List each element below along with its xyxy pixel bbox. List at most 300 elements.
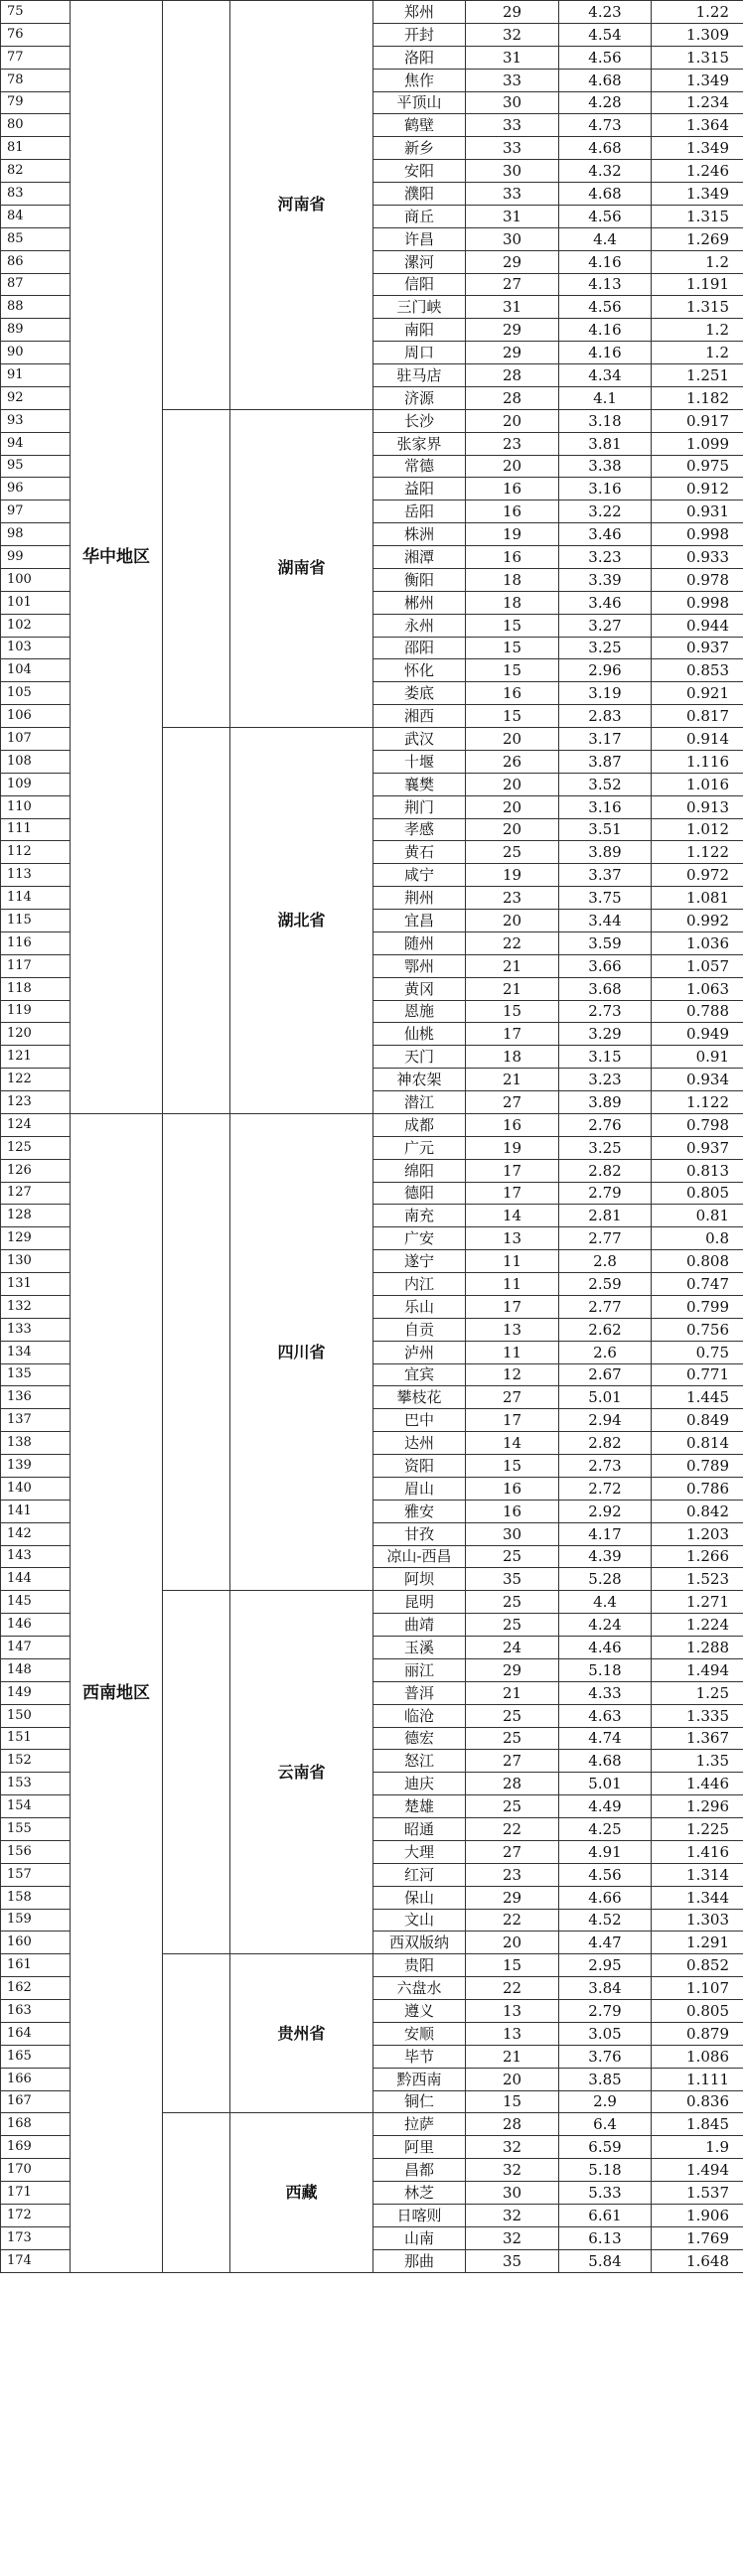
row-number: 137 [1, 1409, 71, 1432]
value-cell: 1.35 [652, 1750, 743, 1773]
value-cell: 6.61 [559, 2204, 652, 2226]
value-cell: 4.56 [559, 205, 652, 227]
value-cell: 16 [466, 1477, 559, 1500]
table-body [1, 1, 743, 2273]
row-number: 171 [1, 2182, 71, 2205]
row-number: 174 [1, 2249, 71, 2272]
value-cell: 1.349 [652, 137, 743, 160]
value-cell: 27 [466, 1840, 559, 1863]
row-number: 119 [1, 1000, 71, 1023]
value-cell: 3.15 [559, 1046, 652, 1069]
value-cell: 2.76 [559, 1113, 652, 1136]
row-number: 122 [1, 1069, 71, 1091]
spacer-cell [163, 409, 230, 727]
city-name: 濮阳 [373, 183, 466, 206]
value-cell: 0.913 [652, 795, 743, 818]
province-name: 湖北省 [230, 728, 373, 1114]
value-cell: 27 [466, 1091, 559, 1114]
value-cell: 3.22 [559, 501, 652, 523]
value-cell: 1.251 [652, 364, 743, 387]
value-cell: 3.25 [559, 637, 652, 659]
value-cell: 0.756 [652, 1318, 743, 1341]
value-cell: 29 [466, 319, 559, 342]
row-number: 114 [1, 887, 71, 910]
value-cell: 3.05 [559, 2022, 652, 2045]
city-name: 济源 [373, 386, 466, 409]
value-cell: 3.23 [559, 546, 652, 569]
value-cell: 4.68 [559, 1750, 652, 1773]
city-name: 普洱 [373, 1681, 466, 1704]
value-cell: 1.086 [652, 2045, 743, 2068]
row-number: 133 [1, 1318, 71, 1341]
value-cell: 1.057 [652, 954, 743, 977]
value-cell: 15 [466, 659, 559, 682]
value-cell: 4.47 [559, 1932, 652, 1954]
value-cell: 1.107 [652, 1977, 743, 2000]
value-cell: 18 [466, 1046, 559, 1069]
city-name: 孝感 [373, 818, 466, 841]
value-cell: 21 [466, 2045, 559, 2068]
value-cell: 4.73 [559, 114, 652, 137]
value-cell: 1.2 [652, 342, 743, 364]
value-cell: 31 [466, 46, 559, 69]
value-cell: 35 [466, 1568, 559, 1591]
value-cell: 1.063 [652, 977, 743, 1000]
value-cell: 2.67 [559, 1363, 652, 1386]
city-name: 随州 [373, 931, 466, 954]
value-cell: 1.036 [652, 931, 743, 954]
value-cell: 1.2 [652, 250, 743, 273]
value-cell: 0.808 [652, 1250, 743, 1273]
value-cell: 4.24 [559, 1614, 652, 1637]
city-name: 荆门 [373, 795, 466, 818]
value-cell: 33 [466, 114, 559, 137]
value-cell: 13 [466, 2000, 559, 2023]
value-cell: 2.95 [559, 1954, 652, 1977]
value-cell: 4.68 [559, 183, 652, 206]
city-name: 天门 [373, 1046, 466, 1069]
value-cell: 0.836 [652, 2090, 743, 2113]
row-number: 94 [1, 432, 71, 455]
row-number: 139 [1, 1455, 71, 1478]
value-cell: 29 [466, 1, 559, 24]
value-cell: 1.349 [652, 69, 743, 91]
value-cell: 32 [466, 2159, 559, 2182]
region-name: 西南地区 [71, 1113, 163, 2272]
value-cell: 22 [466, 1909, 559, 1932]
row-number: 104 [1, 659, 71, 682]
spacer-cell [163, 1, 230, 410]
city-name: 焦作 [373, 69, 466, 91]
city-name: 怀化 [373, 659, 466, 682]
row-number: 146 [1, 1614, 71, 1637]
value-cell: 32 [466, 2226, 559, 2249]
value-cell: 0.853 [652, 659, 743, 682]
value-cell: 2.8 [559, 1250, 652, 1273]
city-name: 黄石 [373, 841, 466, 864]
row-number: 167 [1, 2090, 71, 2113]
value-cell: 1.111 [652, 2068, 743, 2090]
city-name: 遵义 [373, 2000, 466, 2023]
value-cell: 0.998 [652, 523, 743, 546]
value-cell: 27 [466, 273, 559, 296]
row-number: 103 [1, 637, 71, 659]
value-cell: 1.648 [652, 2249, 743, 2272]
value-cell: 0.842 [652, 1500, 743, 1522]
value-cell: 4.17 [559, 1522, 652, 1545]
row-number: 142 [1, 1522, 71, 1545]
value-cell: 3.27 [559, 614, 652, 637]
value-cell: 0.921 [652, 682, 743, 705]
value-cell: 17 [466, 1182, 559, 1205]
value-cell: 4.56 [559, 1863, 652, 1886]
value-cell: 1.182 [652, 386, 743, 409]
value-cell: 2.96 [559, 659, 652, 682]
spacer-cell [163, 1591, 230, 1954]
value-cell: 16 [466, 478, 559, 501]
value-cell: 15 [466, 637, 559, 659]
value-cell: 3.84 [559, 1977, 652, 2000]
row-number: 147 [1, 1637, 71, 1659]
city-name: 达州 [373, 1432, 466, 1455]
row-number: 172 [1, 2204, 71, 2226]
row-number: 106 [1, 705, 71, 728]
value-cell: 3.38 [559, 455, 652, 478]
city-name: 仙桃 [373, 1023, 466, 1046]
city-name: 资阳 [373, 1455, 466, 1478]
value-cell: 20 [466, 773, 559, 795]
value-cell: 15 [466, 2090, 559, 2113]
value-cell: 1.416 [652, 1840, 743, 1863]
city-name: 鹤壁 [373, 114, 466, 137]
value-cell: 25 [466, 1704, 559, 1727]
value-cell: 19 [466, 864, 559, 887]
table-row [1, 1, 743, 24]
value-cell: 5.28 [559, 1568, 652, 1591]
row-number: 136 [1, 1386, 71, 1409]
value-cell: 33 [466, 137, 559, 160]
row-number: 91 [1, 364, 71, 387]
city-name: 神农架 [373, 1069, 466, 1091]
value-cell: 1.367 [652, 1727, 743, 1750]
city-name: 湘潭 [373, 546, 466, 569]
value-cell: 1.22 [652, 1, 743, 24]
value-cell: 3.44 [559, 910, 652, 932]
value-cell: 0.91 [652, 1046, 743, 1069]
value-cell: 0.852 [652, 1954, 743, 1977]
value-cell: 1.191 [652, 273, 743, 296]
row-number: 76 [1, 23, 71, 46]
city-name: 郴州 [373, 591, 466, 614]
city-name: 林芝 [373, 2182, 466, 2205]
city-name: 益阳 [373, 478, 466, 501]
province-name: 云南省 [230, 1591, 373, 1954]
city-name: 安阳 [373, 160, 466, 183]
row-number: 131 [1, 1273, 71, 1296]
value-cell: 3.75 [559, 887, 652, 910]
value-cell: 1.9 [652, 2136, 743, 2159]
value-cell: 2.81 [559, 1205, 652, 1227]
value-cell: 4.16 [559, 250, 652, 273]
city-name: 常德 [373, 455, 466, 478]
value-cell: 16 [466, 1113, 559, 1136]
value-cell: 2.79 [559, 1182, 652, 1205]
city-name: 大理 [373, 1840, 466, 1863]
row-number: 105 [1, 682, 71, 705]
value-cell: 14 [466, 1432, 559, 1455]
city-name: 楚雄 [373, 1795, 466, 1818]
row-number: 86 [1, 250, 71, 273]
spacer-cell [163, 1954, 230, 2113]
value-cell: 11 [466, 1250, 559, 1273]
city-name: 衡阳 [373, 568, 466, 591]
value-cell: 2.82 [559, 1432, 652, 1455]
city-name: 眉山 [373, 1477, 466, 1500]
city-name: 张家界 [373, 432, 466, 455]
value-cell: 1.2 [652, 319, 743, 342]
province-name: 湖南省 [230, 409, 373, 727]
city-name: 十堰 [373, 750, 466, 773]
city-name: 西双版纳 [373, 1932, 466, 1954]
value-cell: 25 [466, 841, 559, 864]
row-number: 93 [1, 409, 71, 432]
value-cell: 0.771 [652, 1363, 743, 1386]
row-number: 102 [1, 614, 71, 637]
value-cell: 3.85 [559, 2068, 652, 2090]
value-cell: 4.56 [559, 46, 652, 69]
city-name: 漯河 [373, 250, 466, 273]
value-cell: 0.934 [652, 1069, 743, 1091]
city-name: 日喀则 [373, 2204, 466, 2226]
value-cell: 32 [466, 23, 559, 46]
row-number: 161 [1, 1954, 71, 1977]
value-cell: 0.944 [652, 614, 743, 637]
value-cell: 2.73 [559, 1000, 652, 1023]
row-number: 170 [1, 2159, 71, 2182]
value-cell: 1.344 [652, 1886, 743, 1909]
row-number: 144 [1, 1568, 71, 1591]
value-cell: 18 [466, 568, 559, 591]
value-cell: 16 [466, 546, 559, 569]
value-cell: 1.25 [652, 1681, 743, 1704]
value-cell: 1.081 [652, 887, 743, 910]
value-cell: 4.34 [559, 364, 652, 387]
row-number: 101 [1, 591, 71, 614]
row-number: 121 [1, 1046, 71, 1069]
value-cell: 25 [466, 1795, 559, 1818]
value-cell: 4.63 [559, 1704, 652, 1727]
value-cell: 3.16 [559, 795, 652, 818]
value-cell: 4.4 [559, 227, 652, 250]
value-cell: 3.18 [559, 409, 652, 432]
value-cell: 1.845 [652, 2113, 743, 2136]
value-cell: 33 [466, 69, 559, 91]
city-name: 毕节 [373, 2045, 466, 2068]
value-cell: 1.012 [652, 818, 743, 841]
row-number: 90 [1, 342, 71, 364]
value-cell: 0.75 [652, 1341, 743, 1363]
row-number: 115 [1, 910, 71, 932]
value-cell: 17 [466, 1409, 559, 1432]
value-cell: 11 [466, 1273, 559, 1296]
value-cell: 3.29 [559, 1023, 652, 1046]
value-cell: 3.16 [559, 478, 652, 501]
row-number: 89 [1, 319, 71, 342]
value-cell: 29 [466, 250, 559, 273]
row-number: 158 [1, 1886, 71, 1909]
value-cell: 4.13 [559, 273, 652, 296]
province-name: 贵州省 [230, 1954, 373, 2113]
row-number: 75 [1, 1, 71, 24]
city-name: 贵阳 [373, 1954, 466, 1977]
row-number: 79 [1, 91, 71, 114]
row-number: 111 [1, 818, 71, 841]
value-cell: 20 [466, 795, 559, 818]
row-number: 82 [1, 160, 71, 183]
row-number: 78 [1, 69, 71, 91]
value-cell: 13 [466, 1318, 559, 1341]
province-name: 河南省 [230, 1, 373, 410]
value-cell: 1.494 [652, 2159, 743, 2182]
value-cell: 22 [466, 1977, 559, 2000]
row-number: 149 [1, 1681, 71, 1704]
city-name: 铜仁 [373, 2090, 466, 2113]
value-cell: 0.813 [652, 1159, 743, 1182]
row-number: 153 [1, 1773, 71, 1795]
row-number: 107 [1, 728, 71, 751]
value-cell: 0.8 [652, 1227, 743, 1250]
value-cell: 21 [466, 954, 559, 977]
value-cell: 0.879 [652, 2022, 743, 2045]
value-cell: 4.4 [559, 1591, 652, 1614]
value-cell: 4.39 [559, 1545, 652, 1568]
city-name: 咸宁 [373, 864, 466, 887]
row-number: 88 [1, 296, 71, 319]
city-name: 德阳 [373, 1182, 466, 1205]
value-cell: 20 [466, 910, 559, 932]
city-name: 许昌 [373, 227, 466, 250]
value-cell: 28 [466, 386, 559, 409]
value-cell: 23 [466, 1863, 559, 1886]
row-number: 138 [1, 1432, 71, 1455]
value-cell: 3.23 [559, 1069, 652, 1091]
value-cell: 6.4 [559, 2113, 652, 2136]
value-cell: 0.81 [652, 1205, 743, 1227]
row-number: 126 [1, 1159, 71, 1182]
row-number: 92 [1, 386, 71, 409]
value-cell: 4.74 [559, 1727, 652, 1750]
value-cell: 3.17 [559, 728, 652, 751]
value-cell: 2.73 [559, 1455, 652, 1478]
city-name: 自贡 [373, 1318, 466, 1341]
row-number: 159 [1, 1909, 71, 1932]
value-cell: 35 [466, 2249, 559, 2272]
city-name: 红河 [373, 1863, 466, 1886]
value-cell: 30 [466, 1522, 559, 1545]
value-cell: 1.523 [652, 1568, 743, 1591]
value-cell: 1.266 [652, 1545, 743, 1568]
value-cell: 5.01 [559, 1773, 652, 1795]
city-name: 内江 [373, 1273, 466, 1296]
value-cell: 1.309 [652, 23, 743, 46]
value-cell: 25 [466, 1614, 559, 1637]
city-name: 拉萨 [373, 2113, 466, 2136]
city-name: 阿坝 [373, 1568, 466, 1591]
value-cell: 21 [466, 1069, 559, 1091]
row-number: 141 [1, 1500, 71, 1522]
value-cell: 1.315 [652, 46, 743, 69]
value-cell: 28 [466, 1773, 559, 1795]
city-name: 文山 [373, 1909, 466, 1932]
value-cell: 14 [466, 1205, 559, 1227]
city-name: 荆州 [373, 887, 466, 910]
value-cell: 12 [466, 1363, 559, 1386]
value-cell: 1.303 [652, 1909, 743, 1932]
value-cell: 2.82 [559, 1159, 652, 1182]
row-number: 132 [1, 1295, 71, 1318]
value-cell: 1.291 [652, 1932, 743, 1954]
value-cell: 3.81 [559, 432, 652, 455]
value-cell: 0.978 [652, 568, 743, 591]
city-name: 邵阳 [373, 637, 466, 659]
city-name: 昭通 [373, 1818, 466, 1841]
spacer-cell [163, 728, 230, 1114]
city-name: 攀枝花 [373, 1386, 466, 1409]
value-cell: 1.364 [652, 114, 743, 137]
value-cell: 1.335 [652, 1704, 743, 1727]
table-row [1, 1113, 743, 1136]
value-cell: 20 [466, 2068, 559, 2090]
value-cell: 4.68 [559, 137, 652, 160]
row-number: 145 [1, 1591, 71, 1614]
city-name: 新乡 [373, 137, 466, 160]
row-number: 87 [1, 273, 71, 296]
value-cell: 1.349 [652, 183, 743, 206]
city-name: 襄樊 [373, 773, 466, 795]
row-number: 156 [1, 1840, 71, 1863]
row-number: 127 [1, 1182, 71, 1205]
value-cell: 0.817 [652, 705, 743, 728]
value-cell: 4.16 [559, 319, 652, 342]
city-name: 洛阳 [373, 46, 466, 69]
value-cell: 0.917 [652, 409, 743, 432]
city-name: 开封 [373, 23, 466, 46]
value-cell: 1.296 [652, 1795, 743, 1818]
value-cell: 0.937 [652, 1136, 743, 1159]
value-cell: 0.972 [652, 864, 743, 887]
value-cell: 28 [466, 2113, 559, 2136]
value-cell: 32 [466, 2204, 559, 2226]
value-cell: 6.13 [559, 2226, 652, 2249]
row-number: 112 [1, 841, 71, 864]
region-name: 华中地区 [71, 1, 163, 1114]
row-number: 154 [1, 1795, 71, 1818]
spacer-cell [163, 2113, 230, 2272]
value-cell: 11 [466, 1341, 559, 1363]
city-name: 怒江 [373, 1750, 466, 1773]
row-number: 173 [1, 2226, 71, 2249]
value-cell: 1.225 [652, 1818, 743, 1841]
value-cell: 30 [466, 91, 559, 114]
value-cell: 0.849 [652, 1409, 743, 1432]
value-cell: 1.769 [652, 2226, 743, 2249]
row-number: 108 [1, 750, 71, 773]
value-cell: 3.66 [559, 954, 652, 977]
value-cell: 3.37 [559, 864, 652, 887]
row-number: 81 [1, 137, 71, 160]
city-name: 鄂州 [373, 954, 466, 977]
value-cell: 1.315 [652, 205, 743, 227]
